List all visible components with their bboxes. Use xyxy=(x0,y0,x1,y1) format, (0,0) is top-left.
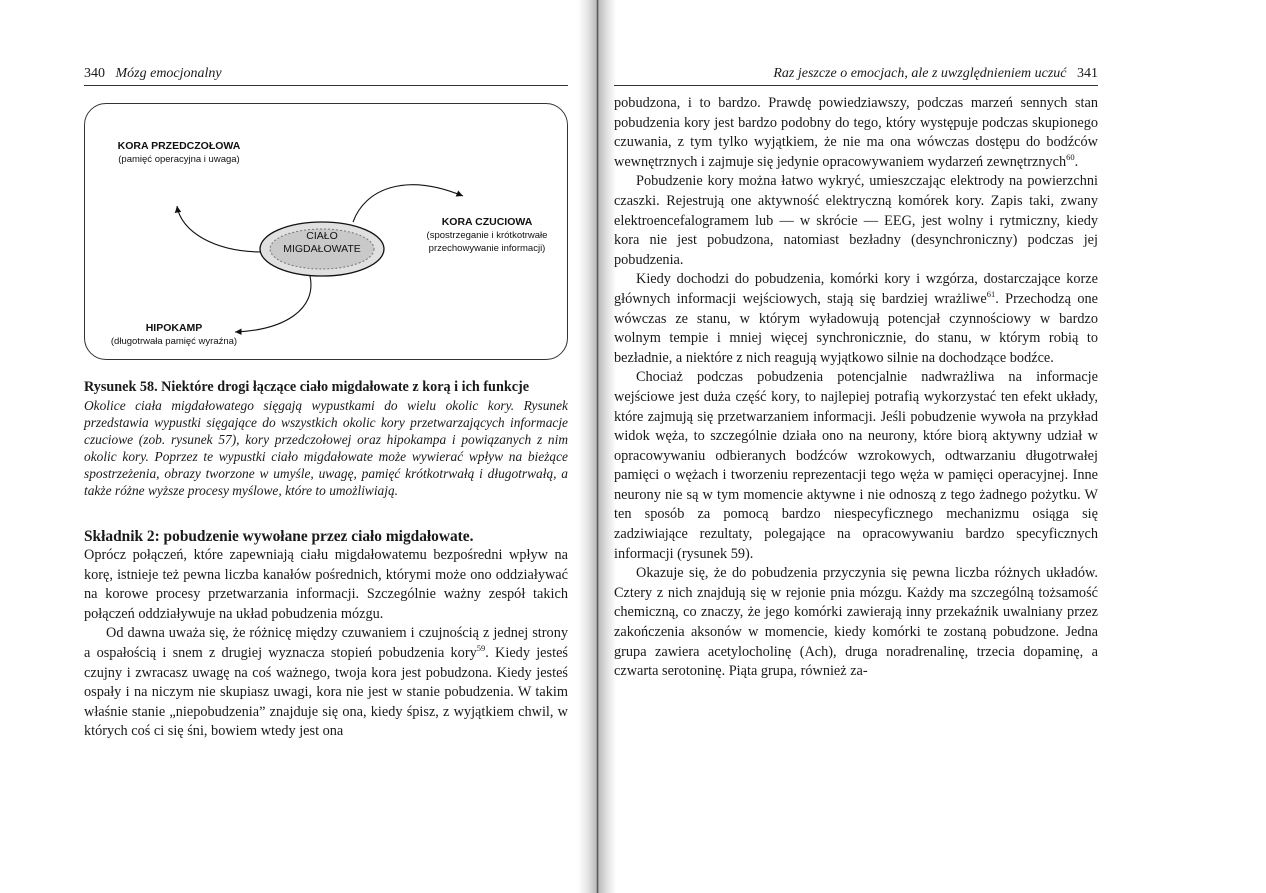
arrow-to-prefrontal xyxy=(177,206,263,252)
prefrontal-node-desc: (pamięć operacyjna i uwaga) xyxy=(118,154,240,165)
left-page-header xyxy=(84,66,222,82)
right-paragraph-1-text-b: . xyxy=(1074,153,1079,170)
right-paragraph-1 xyxy=(614,94,1098,172)
left-page-number: 340 xyxy=(84,66,105,81)
hippocampus-node-name: HIPOKAMP xyxy=(145,322,203,334)
figure-caption-title: Rysunek 58. Niektóre drogi łączące ciało migdałowate z korą i ich funkcje xyxy=(84,379,530,395)
sensory-node-desc1: (spostrzeganie i krótkotrwałe xyxy=(426,230,548,241)
sensory-node xyxy=(407,216,567,255)
right-page-number: 341 xyxy=(1077,66,1098,81)
book-spine-gutter xyxy=(578,0,616,893)
left-paragraph-2 xyxy=(84,624,568,742)
prefrontal-node xyxy=(99,140,259,166)
left-running-head xyxy=(84,66,568,86)
left-running-title: Mózg emocjonalny xyxy=(115,66,222,81)
right-paragraph-1-text-a: pobudzona, i to bardzo. Prawdę powiedziawszy, podczas marzeń sennych stan pobudzenia kory jest bardzo podobny do tego, który występuje podczas skupionego czuwania, z tym tylko wyjątkiem, że nie ma ona wówczas dostępu do bodźców wewnętrznych i zajmuje się jedynie opracowywaniem wydarzeń zewnętrznych xyxy=(614,95,1098,170)
hippocampus-node-desc: (długotrwała pamięć wyraźna) xyxy=(110,336,238,347)
right-running-title: Raz jeszcze o emocjach, ale z uwzględnieniem uczuć xyxy=(773,66,1067,81)
left-paragraph-1: Oprócz połączeń, które zapewniają ciału migdałowatemu bezpośredni wpływ na korę, istnieje też pewna liczba kanałów pośrednich, którymi może ono oddziaływać na korowe procesy przetwarzania informacji. Szczególnie ważny zespół takich połączeń oddziaływuje na układ pobudzenia mózgu. xyxy=(84,547,568,622)
figure-caption xyxy=(84,378,568,499)
section-heading: Składnik 2: pobudzenie wywołane przez ciało migdałowate. xyxy=(84,528,474,545)
left-page xyxy=(84,66,568,742)
amygdala-label xyxy=(281,230,363,256)
footnote-ref-60: 60 xyxy=(1066,152,1075,163)
right-running-head xyxy=(614,66,1098,86)
prefrontal-node-name: KORA PRZEDCZOŁOWA xyxy=(117,140,241,152)
amygdala-label-line2: MIGDAŁOWATE xyxy=(283,243,361,255)
right-page xyxy=(614,66,1098,682)
right-page-body xyxy=(614,94,1098,682)
left-paragraph-2-text-b: . Kiedy jesteś czujny i zwracasz uwagę na coś ważnego, twoja kora jest pobudzona. Kiedy jesteś ospały i na niczym nie skupiasz uwagi, kora nie jest w stanie pobudzenia. W takim właśnie stanie „niepobudzenia” znajduje się ona, kiedy śpisz, z wyjątkiem chwil, w których coś ci się śni, bowiem wtedy jest ona xyxy=(84,644,568,740)
amygdala-label-line1: CIAŁO xyxy=(306,230,338,242)
figure-caption-description: Okolice ciała migdałowatego sięgają wypustkami do wielu okolic kory. Rysunek przedstawia wypustki sięgające do wszystkich okolic kory przetwarzających informacje czuciowe (zob. rysunek 57), kory przedczołowej oraz hipokampa i powiązanych z nim okolic kory. Poprzez te wypustki ciało migdałowate może wywierać wpływ na bieżące spostrzeżenia, obrazy tworzone w umyśle, uwagę, pamięć krótkotrwałą i długotrwałą, a także różne wyższe procesy myślowe, które to umożliwiają. xyxy=(84,398,568,498)
right-paragraph-3-text-a: Kiedy dochodzi do pobudzenia, komórki kory i wzgórza, dostarczające korze głównych informacji wejściowych, stają się bardziej wrażliwe xyxy=(614,271,1098,307)
sensory-node-name: KORA CZUCIOWA xyxy=(441,216,533,228)
sensory-node-desc2: przechowywanie informacji) xyxy=(428,243,546,254)
footnote-ref-59: 59 xyxy=(476,643,486,654)
footnote-ref-61: 61 xyxy=(986,289,996,300)
right-paragraph-3 xyxy=(614,270,1098,368)
right-paragraph-4: Chociaż podczas pobudzenia potencjalnie nadwrażliwa na informacje wejściowe jest duża część kory, to najlepiej potrafią wykorzystać ten efekt układy, które zajmują się przetwarzaniem informacji. Jeśli pobudzenie wywoła na przykład widok węża, to szczególnie działa ono na neurony, które biorą aktywny udział w opracowywaniu odbieranych bodźców wzrokowych, odtwarzaniu długotrwałej pamięci o wężach i tworzeniu reprezentacji tego węża w pamięci operacyjnej. Inne neurony nie są w tym momencie aktywne i nie odnoszą z tego żadnego pożytku. W ten sposób za pomocą bardzo niespecyficznego mechanizmu osiąga się zadziwiające rezultaty, polegające na opracowywaniu bardzo specyficznych informacji (rysunek 59). xyxy=(614,369,1098,562)
right-paragraph-5: Okazuje się, że do pobudzenia przyczynia się pewna liczba różnych układów. Cztery z nich znajdują się w rejonie pnia mózgu. Każdy ma szczególną tożsamość chemiczną, co znaczy, że jego komórki zawierają inny przekaźnik uwalniany przez zakończenia aksonów w momencie, kiedy komórki te zostaną pobudzone. Jedna grupa zawiera acetylocholinę (Ach), druga noradrenalinę, trzecia dopaminę, a czwarta serotoninę. Piąta grupa, również za- xyxy=(614,565,1098,680)
figure-58-diagram xyxy=(84,103,568,360)
right-page-header xyxy=(773,66,1098,82)
right-paragraph-3-text-b: . Przechodzą one wówczas ze stanu, w którym wyładowują potencjał czynnościowy w bardzo wolnym tempie i mniej więcej synchronicznie, do stanu, w którym robią to bezładnie, a niektóre z nich reagują wyjątkowo silnie na dochodzące bodźce. xyxy=(614,290,1098,366)
hippocampus-node xyxy=(89,322,259,348)
right-paragraph-2: Pobudzenie kory można łatwo wykryć, umieszczając elektrody na powierzchni czaszki. Rejestrują one aktywność elektryczną komórek kory. Zapis taki, zwany elektroencefalogramem lub — w skrócie — EEG, jest wolny i rytmiczny, kiedy kora nie jest pobudzona, natomiast bezładny (desynchroniczny) podczas jej pobudzenia. xyxy=(614,173,1098,268)
left-paragraph-2-text-a: Od dawna uważa się, że różnicę między czuwaniem i czujnością z jednej strony a ospałością i snem z drugiej wyznacza stopień pobudzenia kory xyxy=(84,625,568,661)
